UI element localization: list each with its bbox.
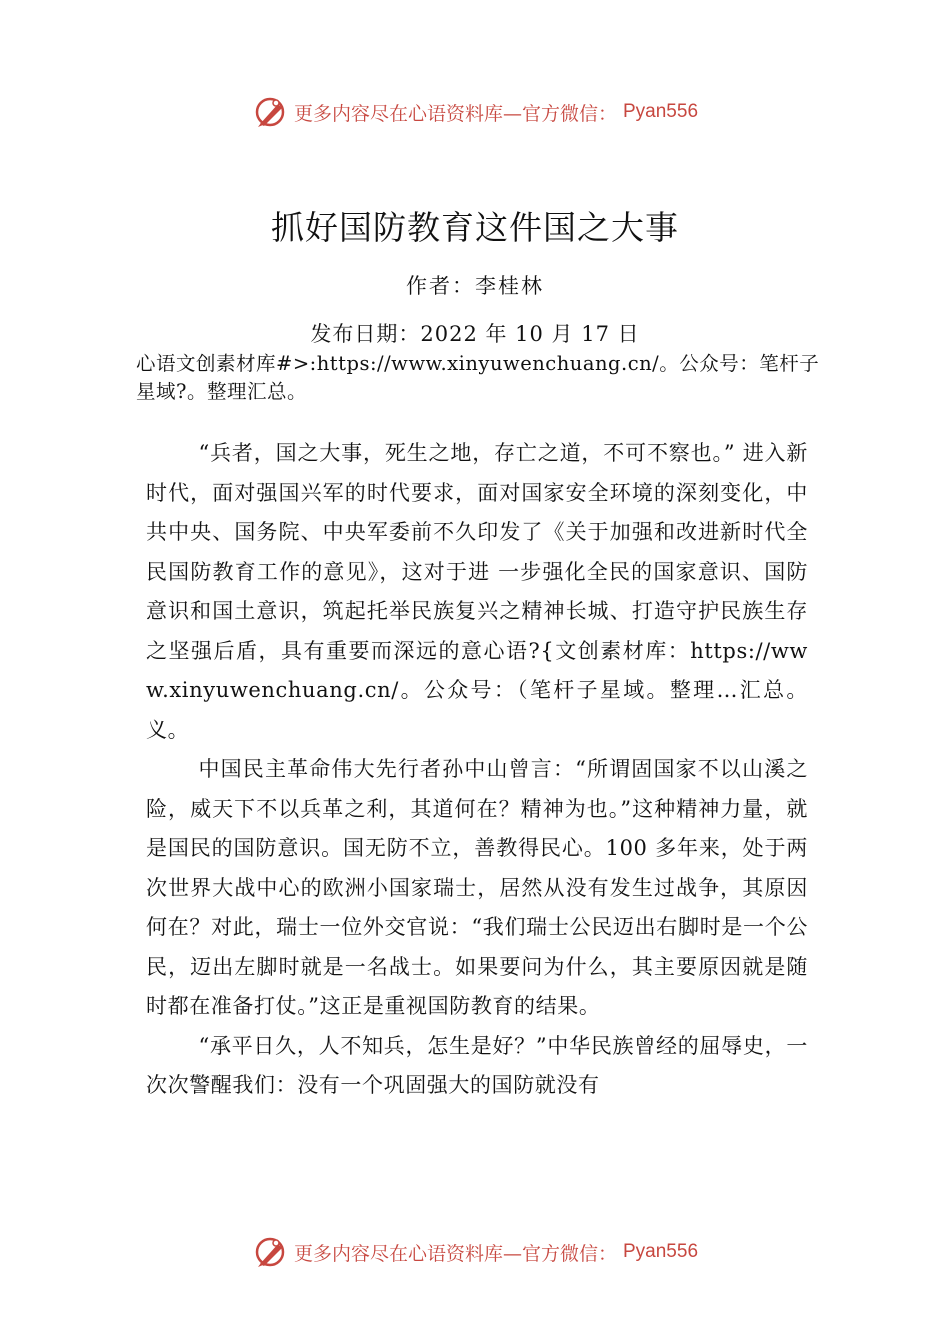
- paragraph: 中国民主革命伟大先行者孙中山曾言：“所谓固国家不以山溪之险，威天下不以兵革之利，其道何在？精神为也。”这种精神力量，就是国民的国防意识。国无防不立，善教得民心。100 多年来，处于两次世界大战中心的欧洲小国家瑞士，居然从没有发生过战争，其原因何在？对此，瑞士一位外交官说：“我们瑞士公民迈出右脚时是一个公民，迈出左脚时就是一名战士。如果要问为什么，其主要原因就是随时都在准备打仗。”这正是重视国防教育的结果。: [146, 757, 808, 1018]
- header-wechat-id: Pyan556: [623, 101, 699, 122]
- source-note: 心语文创素材库#>:https://www.xinyuwenchuang.cn/。公众号：笔杆子星域?。整理汇总。: [136, 352, 820, 403]
- header-banner: [0, 92, 950, 132]
- article-author: 作者：李桂林: [406, 274, 544, 298]
- article-title: 抓好国防教育这件国之大事: [271, 208, 679, 247]
- pen-nib-logo-icon: [252, 94, 288, 130]
- article-body: [146, 434, 808, 1106]
- pen-nib-logo-icon: [252, 1234, 288, 1270]
- paragraph: “兵者，国之大事，死生之地，存亡之道，不可不察也。” 进入新时代，面对强国兴军的时代要求，面对国家安全环境的深刻变化，中共中央、国务院、中央军委前不久印发了《关于加强和改进新时代全民国防教育工作的意见》，这对于进 一步强化全民的国家意识、国防意识和国土意识，筑起托举民族复兴之精神长城、打造守护民族生存之坚强后盾，具有重要而深远的意心语?{文创素材库：https://www.xinyuwenchuang.cn/。公众号：（笔杆子星域。整理…汇总。义。: [146, 441, 808, 742]
- publish-date: 发布日期：2022 年 10 月 17 日: [310, 322, 640, 346]
- footer-wechat-id: Pyan556: [623, 1241, 699, 1262]
- footer-banner: [0, 1232, 950, 1272]
- header-banner-text: 更多内容尽在心语资料库—官方微信：: [293, 102, 617, 125]
- footer-banner-text: 更多内容尽在心语资料库—官方微信：: [293, 1242, 617, 1265]
- paragraph: “承平日久，人不知兵，怎生是好？”中华民族曾经的屈辱史，一次次警醒我们：没有一个巩固强大的国防就没有: [146, 1033, 808, 1097]
